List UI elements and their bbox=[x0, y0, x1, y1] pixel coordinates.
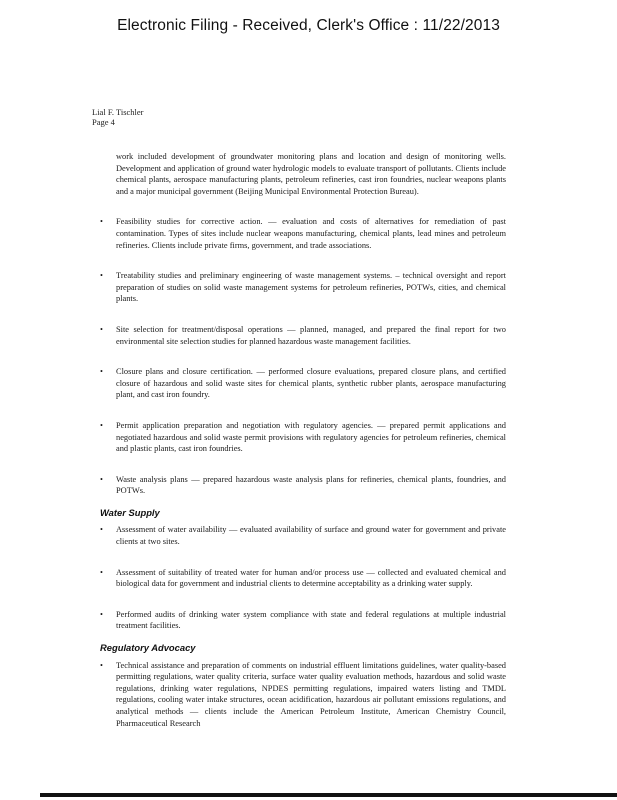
regulatory-advocacy-list bbox=[100, 660, 506, 730]
list-item bbox=[100, 420, 506, 455]
bullet-icon: • bbox=[100, 324, 103, 334]
scan-edge-rule bbox=[40, 793, 617, 797]
list-item-text: Treatability studies and preliminary engineering of waste management systems. – technical oversight and report preparation of studies on solid waste management systems for petroleum refineries, POTWs, cities, and chemical plants. bbox=[116, 271, 506, 304]
continuation-paragraph: work included development of groundwater monitoring plans and location and design of monitoring wells. Development and application of ground water hydrologic models to evaluate transport of pollutants. Clients include chemical plants, aerospace manufacturing plants, petroleum refineries, cast iron foundries, nuclear weapons plants and a major municipal government (Beijing Municipal Environmental Protection Bureau). bbox=[116, 152, 506, 196]
filing-stamp-header: Electronic Filing - Received, Clerk's Office : 11/22/2013 bbox=[117, 17, 500, 34]
list-item-text: Assessment of suitability of treated water for human and/or process use — collected and evaluated chemical and biological data for government and industrial clients to determine acceptability as a drinking water supply. bbox=[116, 567, 506, 589]
list-item-text: Performed audits of drinking water system compliance with state and federal regulations at multiple industrial treatment facilities. bbox=[116, 609, 506, 631]
list-item-text: Permit application preparation and negotiation with regulatory agencies. — prepared permit applications and negotiated hazardous and solid waste permit provisions with regulatory agencies for petroleum refineries, chemical and plastic plants, cast iron foundries. bbox=[116, 420, 506, 454]
list-item bbox=[100, 366, 506, 401]
document-body bbox=[100, 151, 506, 729]
list-item bbox=[100, 660, 506, 730]
list-item-text: Feasibility studies for corrective action. — evaluation and costs of alternatives for remediation of past contamination. Types of sites include nuclear weapons manufacturing, chemical plants, lead mines and petroleum refineries. Clients include private firms, government, and trade associations. bbox=[116, 217, 506, 250]
section-heading-regulatory-advocacy: Regulatory Advocacy bbox=[100, 642, 196, 654]
bullet-icon: • bbox=[100, 271, 103, 281]
bullet-icon: • bbox=[100, 525, 103, 535]
bullet-icon: • bbox=[100, 367, 103, 377]
list-item-text: Technical assistance and preparation of comments on industrial effluent limitations guidelines, water quality-based permitting regulations, water quality criteria, surface water quality evaluation methods, hazardous and solid waste regulations, drinking water regulations, NPDES permitting regulations, impaired waters listing and TMDL regulations, cooling water intake structures, ocean acidification, hazardous air pollutant emissions regulations, and analytical methods — clients include the American Petroleum Institute, American Chemistry Council, Pharmaceutical Research bbox=[116, 660, 506, 728]
list-item bbox=[100, 270, 506, 305]
bullet-icon: • bbox=[100, 609, 103, 619]
bullet-icon: • bbox=[100, 420, 103, 430]
bullet-icon: • bbox=[100, 217, 103, 227]
bullet-icon: • bbox=[100, 567, 103, 577]
list-item-text: Assessment of water availability — evaluated availability of surface and ground water for government and private clients at two sites. bbox=[116, 525, 506, 547]
water-supply-list bbox=[100, 524, 506, 632]
bullet-icon: • bbox=[100, 474, 103, 484]
running-head bbox=[92, 107, 144, 127]
bullet-icon: • bbox=[100, 660, 103, 670]
list-item-text: Site selection for treatment/disposal operations — planned, managed, and prepared the final report for two environmental site selection studies for planned hazardous waste management facilities. bbox=[116, 324, 506, 346]
list-item bbox=[100, 609, 506, 632]
running-head-page: Page 4 bbox=[92, 117, 115, 127]
running-head-name: Lial F. Tischler bbox=[92, 107, 144, 117]
list-item-text: Closure plans and closure certification. — performed closure evaluations, prepared closure plans, and certified closure of hazardous and solid waste sites for chemical plants, synthetic rubber plants, aerospace manufacturing plant, and cast iron foundry. bbox=[116, 367, 506, 400]
list-item bbox=[100, 524, 506, 547]
section-heading-water-supply: Water Supply bbox=[100, 506, 160, 518]
list-item bbox=[100, 324, 506, 347]
remediation-list bbox=[100, 216, 506, 497]
list-item-text: Waste analysis plans — prepared hazardous waste analysis plans for refineries, chemical plants, foundries, and POTWs. bbox=[116, 474, 506, 496]
list-item bbox=[100, 474, 506, 497]
list-item bbox=[100, 567, 506, 590]
list-item bbox=[100, 216, 506, 251]
